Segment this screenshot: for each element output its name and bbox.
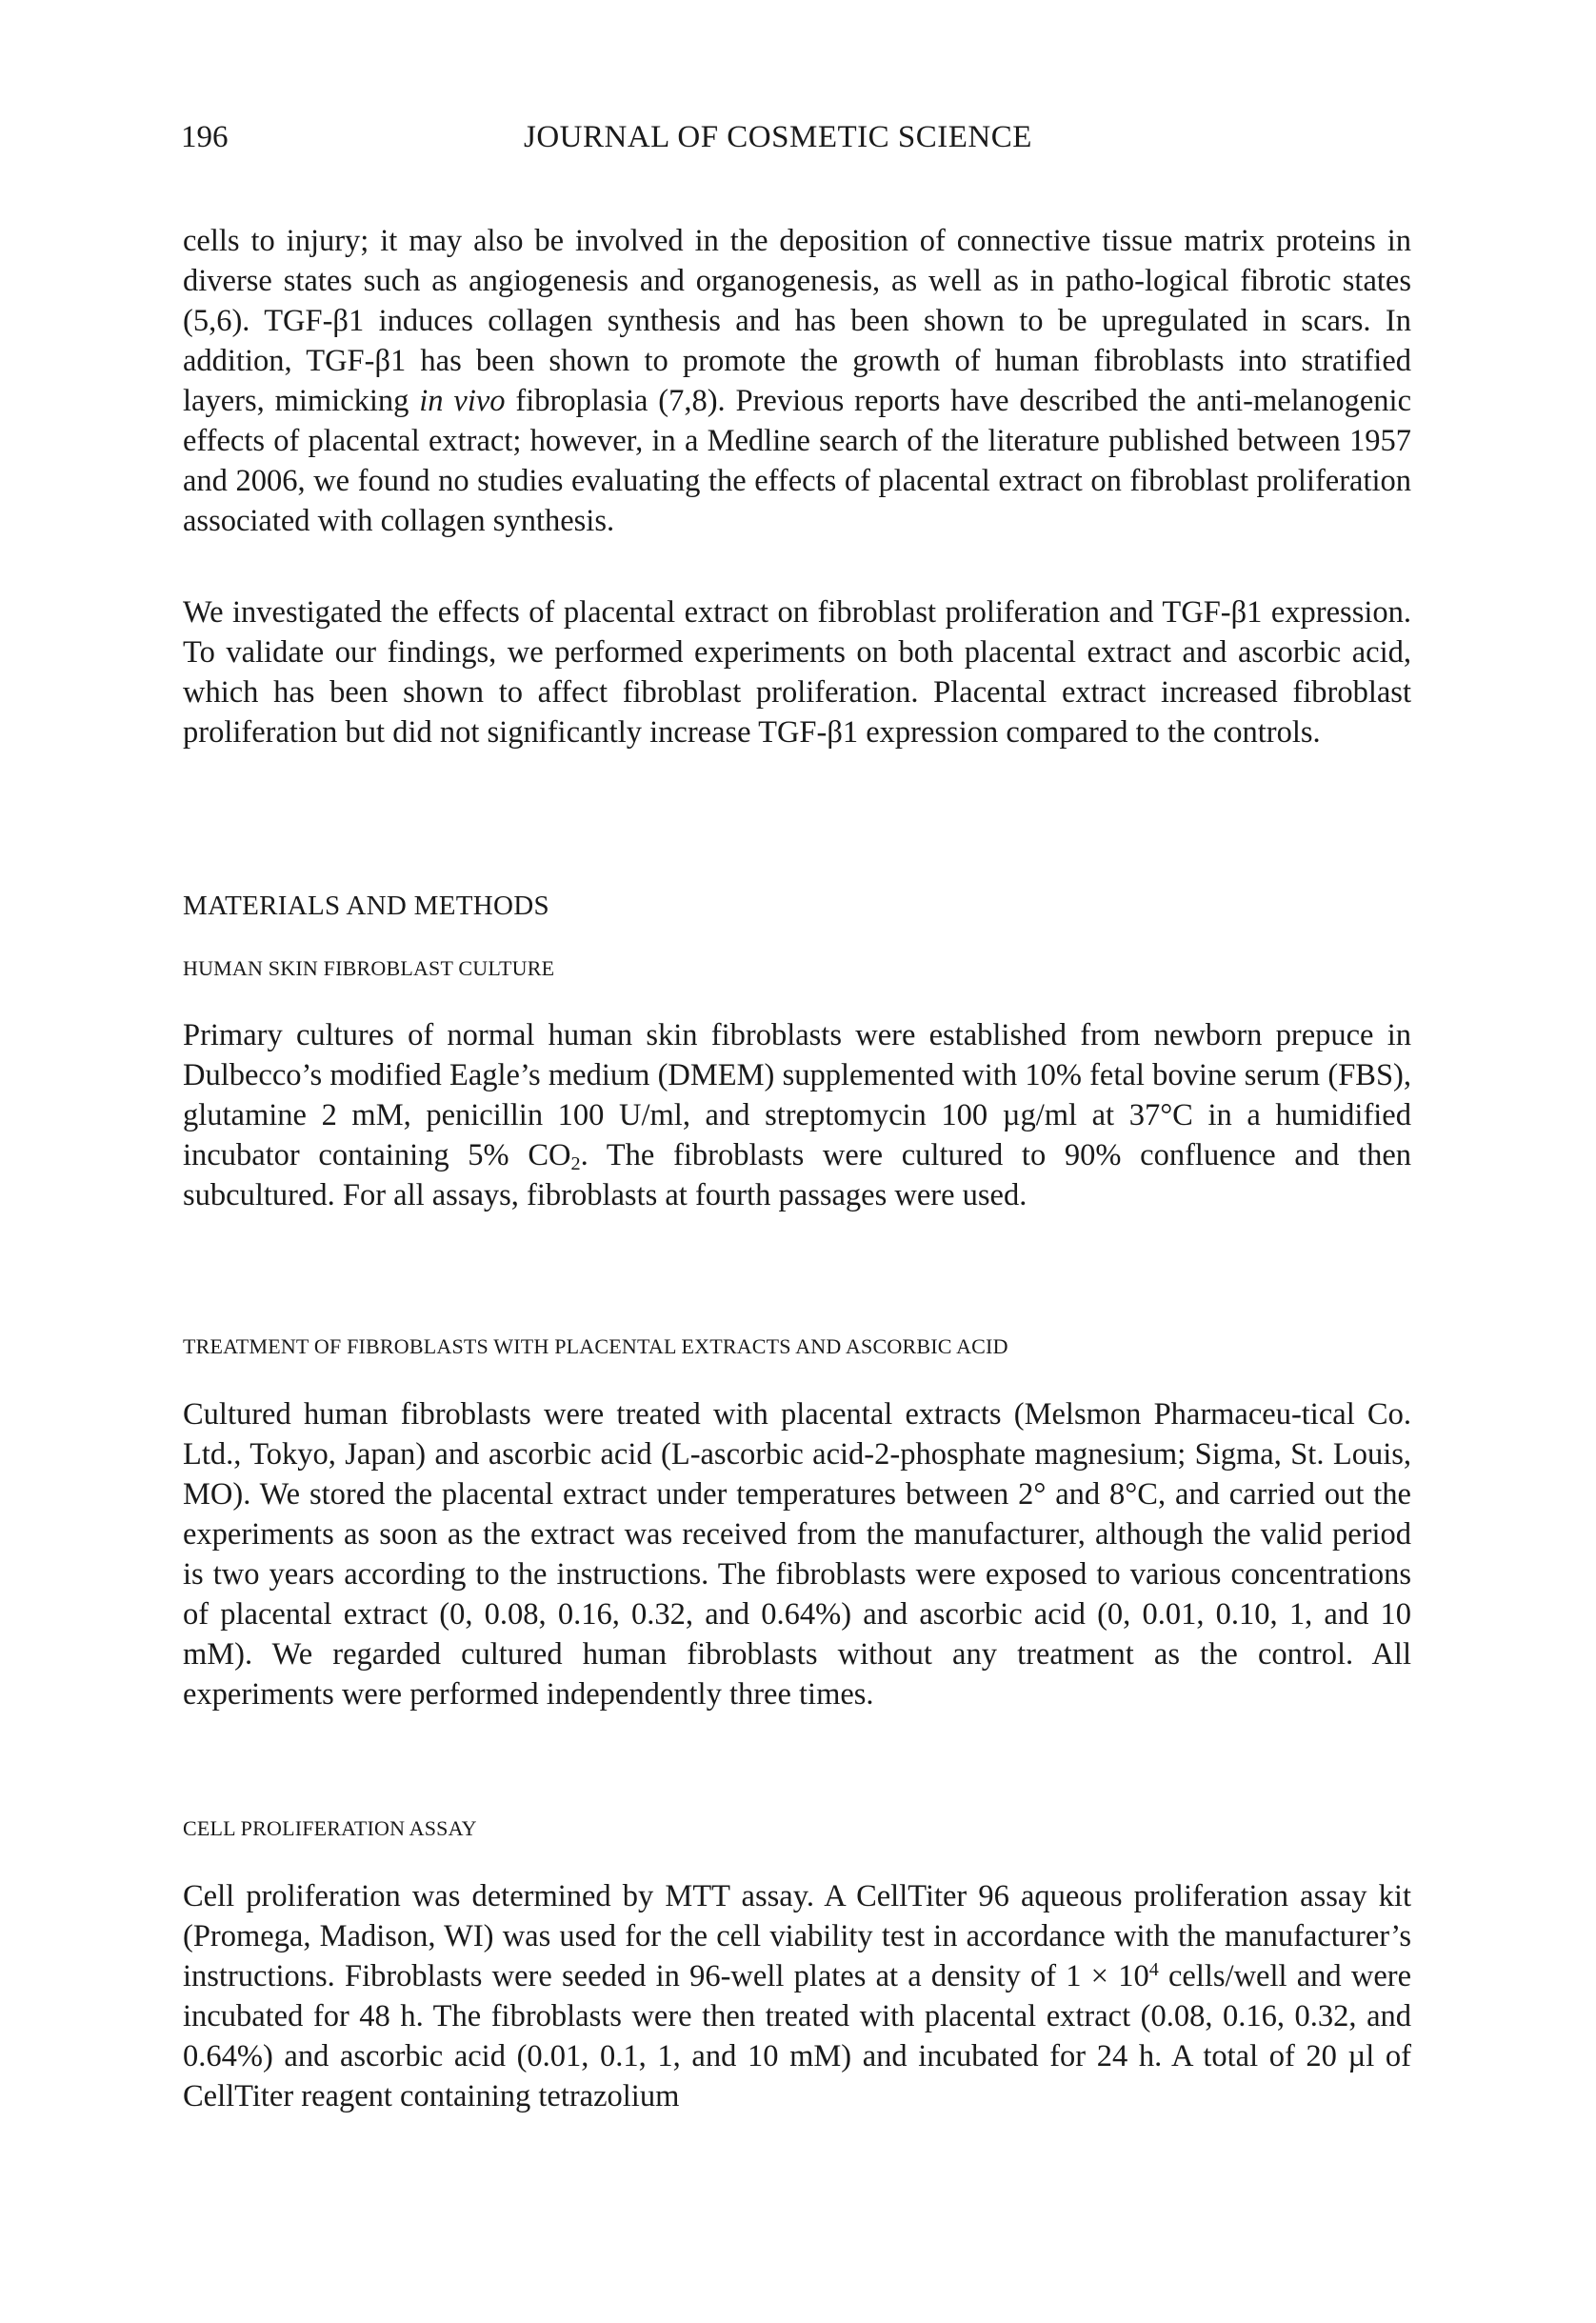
- proliferation-paragraph: [183, 1876, 1411, 2116]
- culture-paragraph: [183, 1015, 1411, 1215]
- journal-title: JOURNAL OF COSMETIC SCIENCE: [524, 120, 1032, 154]
- section-heading-materials-methods: MATERIALS AND METHODS: [183, 891, 549, 921]
- culture-text: Primary cultures of normal human skin fibroblasts were established from newborn prepuce in Dulbecco’s modified Eagle’s medium (DMEM) supplemented with 10% fetal bovine serum (FBS), glutamine 2 mM, penicillin 100 U/ml, and streptomycin 100 µg/ml at 37°C in a humidified incubator containing 5% CO: [183, 1018, 1411, 1172]
- culture-text-cont: . The fibroblasts were cultured to 90% confluence and then subcultured. For all assays, fibroblasts at fourth passages were used.: [183, 1138, 1411, 1212]
- italic-term: in vivo: [419, 384, 506, 418]
- intro-paragraph-1: [183, 221, 1411, 541]
- intro-paragraph-1-text: cells to injury; it may also be involved in the deposition of connective tissue matrix proteins in diverse states such as angiogenesis and organogenesis, as well as in patho-logical fibrotic states (5,6). TGF-β1 induces collagen synthesis and has been shown to be upregulated in scars. In addition, TGF-β1 has been shown to promote the growth of human fibroblasts into stratified layers, mimicking: [183, 224, 1411, 418]
- running-header: [181, 118, 1409, 156]
- subscript: 2: [570, 1153, 581, 1175]
- subsection-heading-culture: HUMAN SKIN FIBROBLAST CULTURE: [183, 956, 555, 980]
- subsection-heading-proliferation: CELL PROLIFERATION ASSAY: [183, 1816, 477, 1840]
- intro-paragraph-2: We investigated the effects of placental extract on fibroblast proliferation and TGF-β1 expression. To validate our findings, we performed experiments on both placental extract and ascorbic acid, which has been shown to affect fibroblast proliferation. Placental extract increased fibroblast proliferation but did not significantly increase TGF-β1 expression compared to the controls.: [183, 595, 1411, 750]
- superscript: 4: [1148, 1958, 1159, 1980]
- proliferation-text-cont: cells/well and were incubated for 48 h. The fibroblasts were then treated with placental extract (0.08, 0.16, 0.32, and 0.64%) and ascorbic acid (0.01, 0.1, 1, and 10 mM) and incubated for 24 h. A total of 20 µl of CellTiter reagent containing tetrazolium: [183, 1959, 1411, 2113]
- intro-paragraph-1-text-cont: fibroplasia (7,8). Previous reports have described the anti-melanogenic effects of placental extract; however, in a Medline search of the literature published between 1957 and 2006, we found no studies evaluating the effects of placental extract on fibroblast proliferation associated with collagen synthesis.: [183, 384, 1411, 538]
- subsection-heading-treatment: TREATMENT OF FIBROBLASTS WITH PLACENTAL EXTRACTS AND ASCORBIC ACID: [183, 1334, 1008, 1358]
- treatment-paragraph: Cultured human fibroblasts were treated with placental extracts (Melsmon Pharmaceu-tical Co. Ltd., Tokyo, Japan) and ascorbic acid (L-ascorbic acid-2-phosphate magnesium; Sigma, St. Louis, MO). We stored the placental extract under temperatures between 2° and 8°C, and carried out the experiments as soon as the extract was received from the manufacturer, although the valid period is two years according to the instructions. The fibroblasts were exposed to various concentrations of placental extract (0, 0.08, 0.16, 0.32, and 0.64%) and ascorbic acid (0, 0.01, 0.10, 1, and 10 mM). We regarded cultured human fibroblasts without any treatment as the control. All experiments were performed independently three times.: [183, 1397, 1411, 1712]
- proliferation-text: Cell proliferation was determined by MTT assay. A CellTiter 96 aqueous proliferation assay kit (Promega, Madison, WI) was used for the cell viability test in accordance with the manufacturer’s instructions. Fibroblasts were seeded in 96-well plates at a density of 1 × 10: [183, 1879, 1411, 1993]
- page-number: 196: [181, 120, 229, 154]
